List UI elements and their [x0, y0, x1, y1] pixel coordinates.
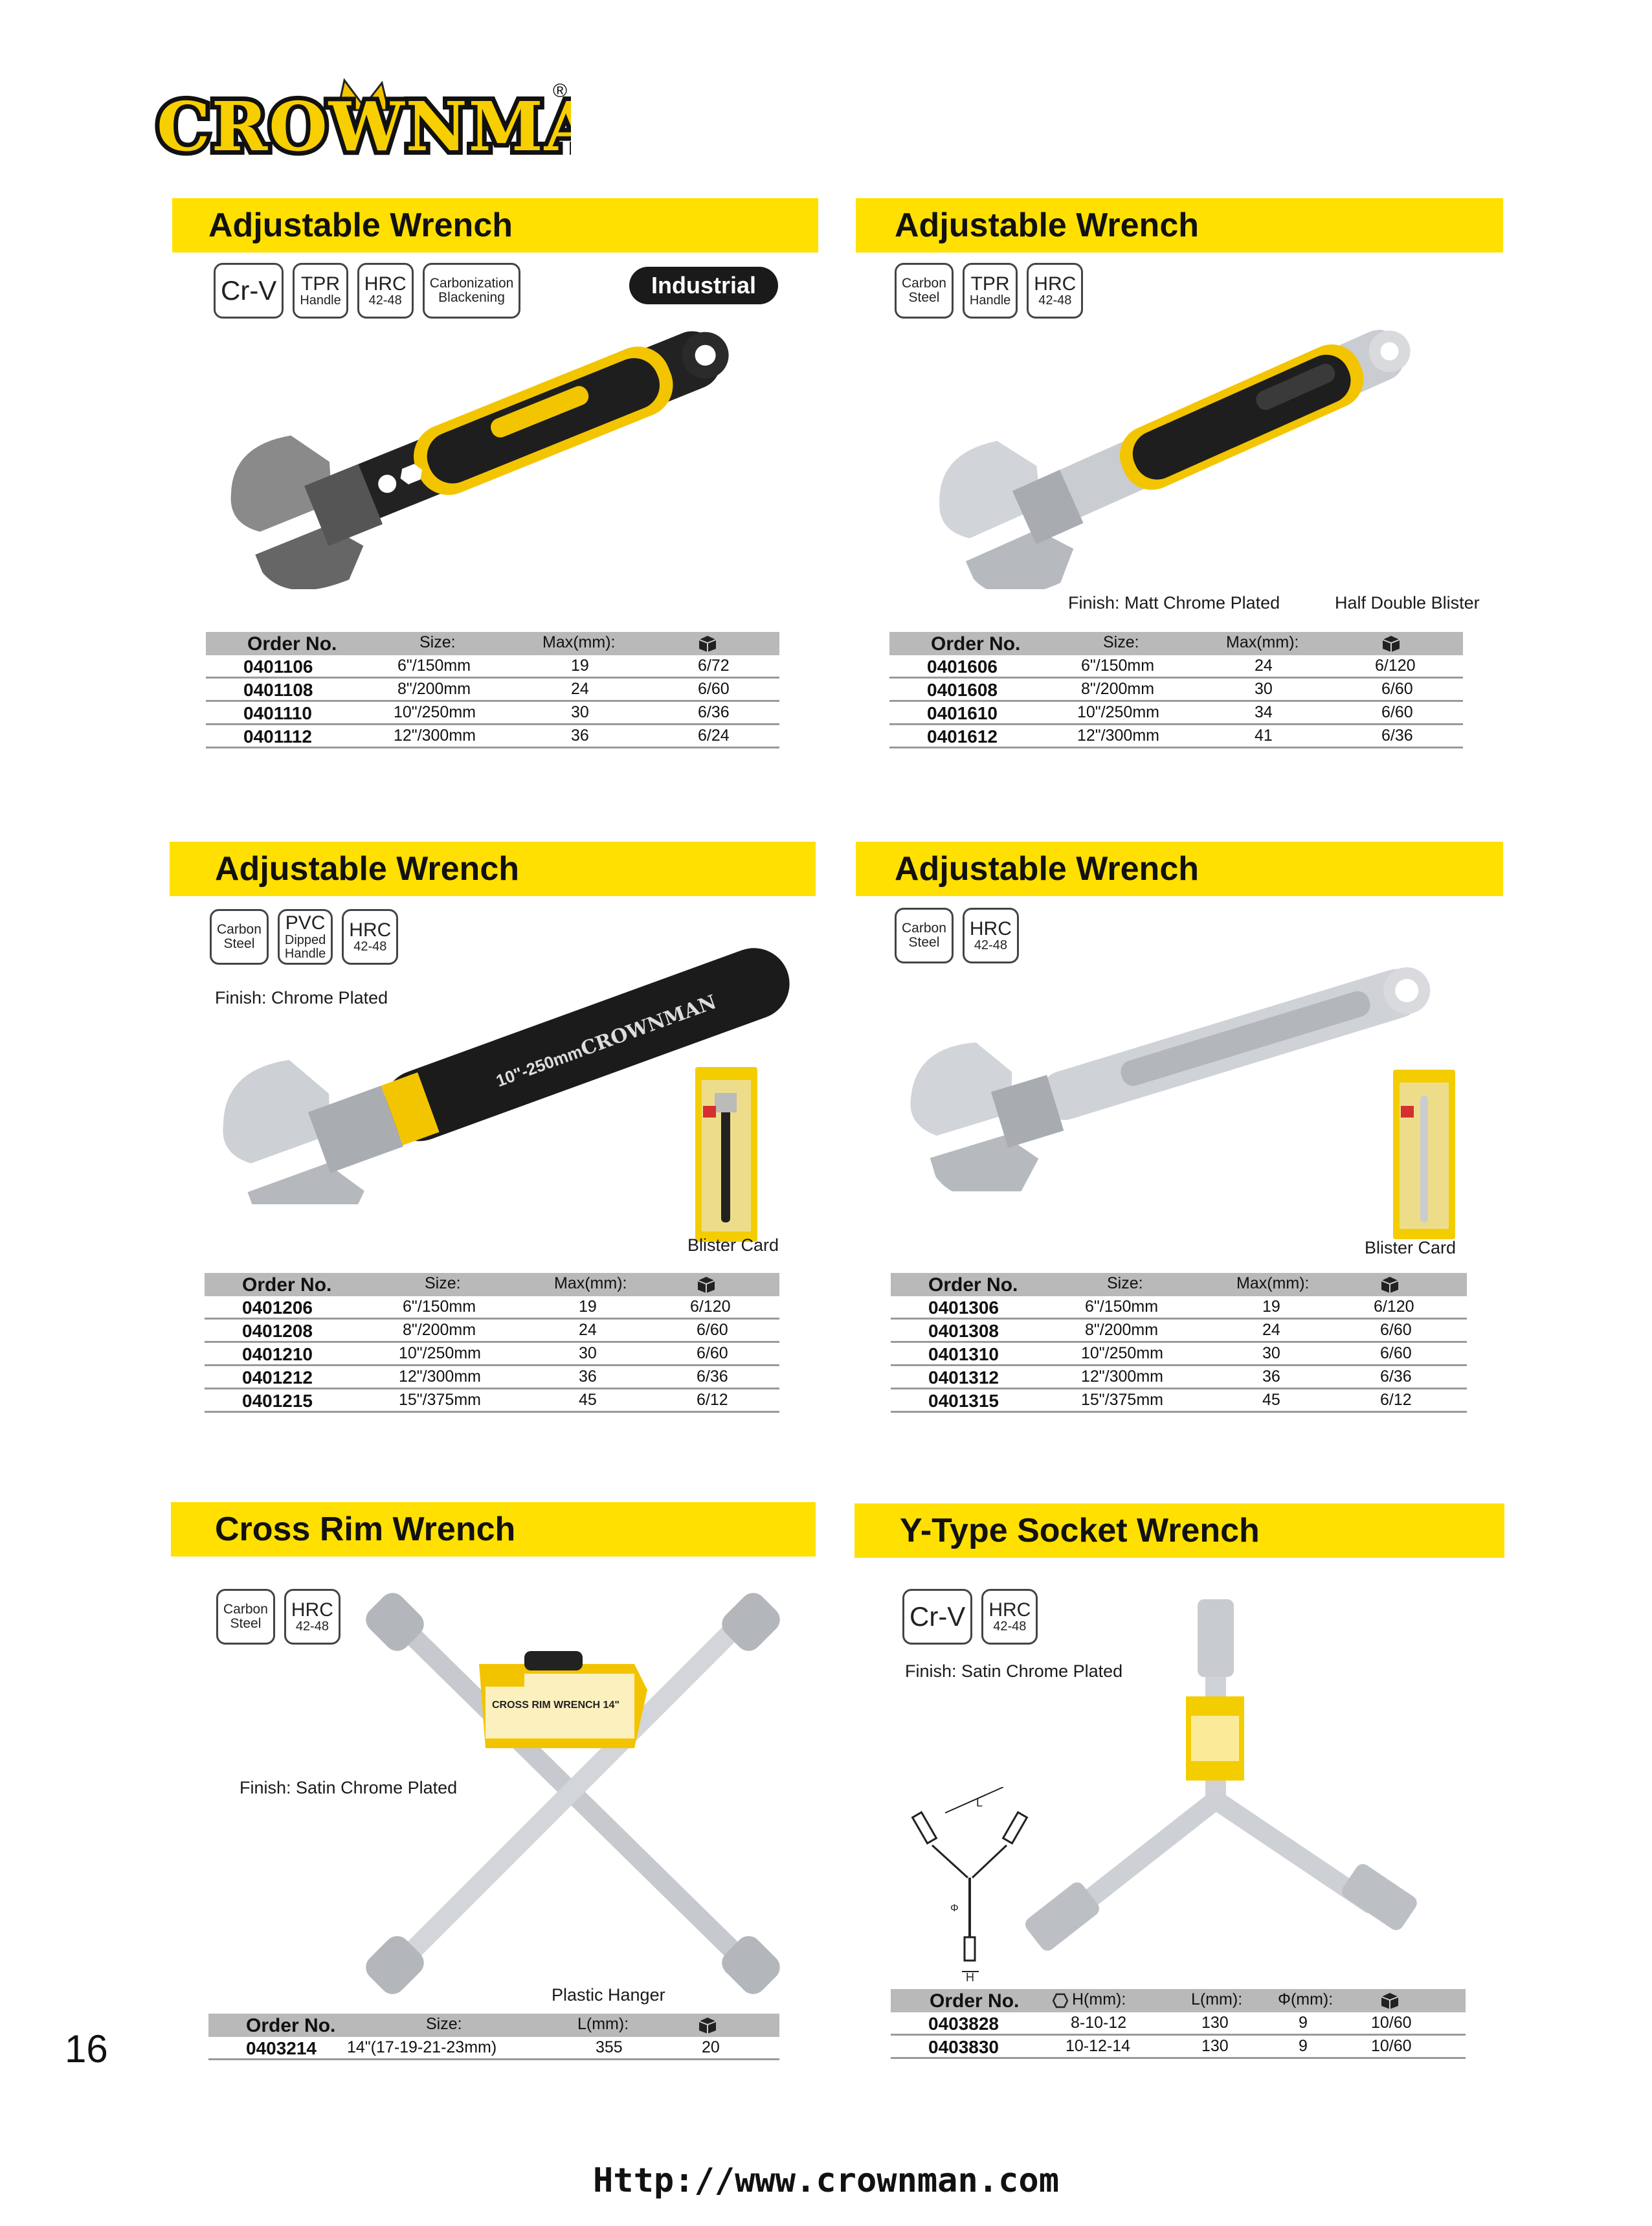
table-row: 0401308 8"/200mm 24 6/60 [891, 1320, 1467, 1343]
y-wrench-dimension-diagram [906, 1787, 1036, 1981]
finish-note-6: Finish: Satin Chrome Plated [905, 1661, 1123, 1681]
header-size: Size: [1107, 1274, 1143, 1292]
hex-nut-icon [1053, 1993, 1068, 2008]
packaging-note-3: Blister Card [687, 1235, 779, 1255]
table-row: 0403830 10-12-14 130 9 10/60 [891, 2036, 1466, 2059]
header-size: Size: [1103, 633, 1139, 651]
order-table-4 [891, 1273, 1467, 1413]
header-max: Max(mm): [1236, 1274, 1310, 1292]
header-order-no: Order No. [247, 633, 337, 655]
section-banner-6 [854, 1503, 1504, 1558]
table-header [205, 1273, 779, 1296]
table-row: 0401610 10"/250mm 34 6/60 [889, 702, 1463, 725]
section-banner-4 [856, 842, 1503, 896]
header-size: Size: [425, 1274, 461, 1292]
footer-website-link[interactable]: Http://www.crownman.com [592, 2161, 1060, 2200]
table-row: 0401310 10"/250mm 30 6/60 [891, 1343, 1467, 1366]
header-length: L(mm): [577, 2015, 629, 2033]
order-table-1 [206, 632, 779, 748]
table-row: 0401108 8"/200mm 24 6/60 [206, 679, 779, 702]
badge-hrc: HRC 42-48 [963, 908, 1019, 963]
section-title-1: Adjustable Wrench [208, 207, 513, 244]
spec-badges-6 [902, 1589, 1038, 1645]
blister-card-image [695, 1067, 757, 1242]
diagram-label-h: H [966, 1971, 974, 1981]
badge-tpr: TPR Handle [963, 263, 1018, 319]
adjustable-wrench-black-image [220, 304, 790, 589]
spec-badges-5 [216, 1589, 340, 1645]
hanger-label: CROSS RIM WRENCH 14" [492, 1700, 620, 1711]
section-title-4: Adjustable Wrench [895, 850, 1200, 888]
table-row: 0401210 10"/250mm 30 6/60 [205, 1343, 779, 1366]
order-table-6 [891, 1989, 1466, 2059]
packaging-note-2: Half Double Blister [1335, 593, 1480, 613]
order-table-5 [208, 2014, 779, 2060]
section-title-5: Cross Rim Wrench [215, 1511, 516, 1548]
header-order-no: Order No. [930, 1990, 1020, 2012]
header-order-no: Order No. [246, 2015, 336, 2036]
adjustable-wrench-chrome-image [906, 932, 1450, 1191]
packaging-note-4: Blister Card [1365, 1238, 1457, 1257]
section-banner-5 [171, 1502, 816, 1557]
adjustable-wrench-chrome-tpr-image [932, 304, 1450, 589]
badge-carbon-steel: Carbon Steel [895, 263, 954, 319]
table-row: 0401215 15"/375mm 45 6/12 [205, 1389, 779, 1413]
registered-mark: ® [553, 80, 568, 102]
table-header [891, 1989, 1466, 2012]
header-length: L(mm): [1191, 1990, 1243, 2008]
badge-carbonization: Carbonization Blackening [423, 263, 521, 319]
badge-crv: Cr-V [902, 1589, 972, 1645]
diagram-label-phi: Φ [950, 1903, 959, 1914]
table-row: 0401208 8"/200mm 24 6/60 [205, 1320, 779, 1343]
table-row: 0401206 6"/150mm 19 6/120 [205, 1296, 779, 1320]
handle-size-print: 10"-250mm [493, 1041, 585, 1091]
badge-carbon-steel: Carbon Steel [210, 909, 269, 965]
table-row: 0401606 6"/150mm 24 6/120 [889, 655, 1463, 679]
table-row: 0401106 6"/150mm 19 6/72 [206, 655, 779, 679]
badge-carbon-steel: Carbon Steel [895, 908, 954, 963]
table-row: 0403828 8-10-12 130 9 10/60 [891, 2012, 1466, 2036]
packaging-note-5: Plastic Hanger [552, 1985, 665, 2005]
table-row: 0401608 8"/200mm 30 6/60 [889, 679, 1463, 702]
badge-pvc: PVC Dipped Handle [278, 909, 333, 965]
badge-crv: Cr-V [214, 263, 284, 319]
box-icon [1380, 1992, 1400, 2010]
page-number: 16 [65, 2027, 108, 2071]
cross-rim-wrench-image [363, 1593, 790, 1994]
header-phi: Φ(mm): [1278, 1990, 1334, 2008]
order-table-3 [205, 1273, 779, 1413]
table-row: 0401212 12"/300mm 36 6/36 [205, 1366, 779, 1389]
y-type-socket-wrench-image [1020, 1593, 1434, 1955]
table-header [889, 632, 1463, 655]
box-icon [1381, 635, 1401, 653]
badge-hrc: HRC 42-48 [357, 263, 414, 319]
table-row: 0401306 6"/150mm 19 6/120 [891, 1296, 1467, 1320]
diagram-label-l: L [976, 1796, 983, 1809]
header-size: Size: [426, 2015, 462, 2033]
badge-hrc: HRC 42-48 [981, 1589, 1038, 1645]
table-row: 0401315 15"/375mm 45 6/12 [891, 1389, 1467, 1413]
section-title-3: Adjustable Wrench [215, 850, 520, 888]
header-size: Size: [419, 633, 456, 651]
logo-text: CROWNM [157, 87, 544, 166]
header-order-no: Order No. [928, 1274, 1018, 1296]
box-icon [1380, 1276, 1400, 1294]
finish-note-5: Finish: Satin Chrome Plated [240, 1778, 458, 1797]
header-max: Max(mm): [1226, 633, 1299, 651]
order-table-2 [889, 632, 1463, 748]
header-h: H(mm): [1072, 1990, 1126, 2008]
header-order-no: Order No. [931, 633, 1021, 655]
crownman-logo [150, 78, 571, 166]
table-header [891, 1273, 1467, 1296]
industrial-pill: Industrial [629, 267, 778, 304]
section-banner-1 [172, 198, 818, 253]
badge-hrc: HRC 42-48 [342, 909, 398, 965]
header-max: Max(mm): [554, 1274, 627, 1292]
finish-note-2: Finish: Matt Chrome Plated [1068, 593, 1280, 613]
section-title-2: Adjustable Wrench [895, 207, 1200, 244]
table-row: 0401110 10"/250mm 30 6/36 [206, 702, 779, 725]
handle-brand-print: CROWNMAN [577, 991, 720, 1061]
section-banner-3 [170, 842, 816, 896]
badge-hrc: HRC 42-48 [1027, 263, 1083, 319]
logo-outline: CROWNM [157, 87, 544, 166]
table-row: 0401312 12"/300mm 36 6/36 [891, 1366, 1467, 1389]
finish-note-3: Finish: Chrome Plated [215, 988, 388, 1007]
table-row: 0401112 12"/300mm 36 6/24 [206, 725, 779, 748]
table-row: 0401612 12"/300mm 41 6/36 [889, 725, 1463, 748]
header-max: Max(mm): [542, 633, 616, 651]
badge-carbon-steel: Carbon Steel [216, 1589, 275, 1645]
box-icon [698, 635, 717, 653]
section-banner-2 [856, 198, 1503, 253]
badge-tpr: TPR Handle [293, 263, 348, 319]
box-icon [697, 1276, 716, 1294]
table-row: 0403214 14"(17-19-21-23mm) 355 20 [208, 2037, 779, 2060]
section-title-6: Y-Type Socket Wrench [900, 1512, 1260, 1549]
box-icon [698, 2016, 717, 2034]
table-header [206, 632, 779, 655]
blister-card-image [1393, 1070, 1455, 1239]
table-header [208, 2014, 779, 2037]
header-order-no: Order No. [242, 1274, 332, 1296]
badge-hrc: HRC 42-48 [284, 1589, 340, 1645]
